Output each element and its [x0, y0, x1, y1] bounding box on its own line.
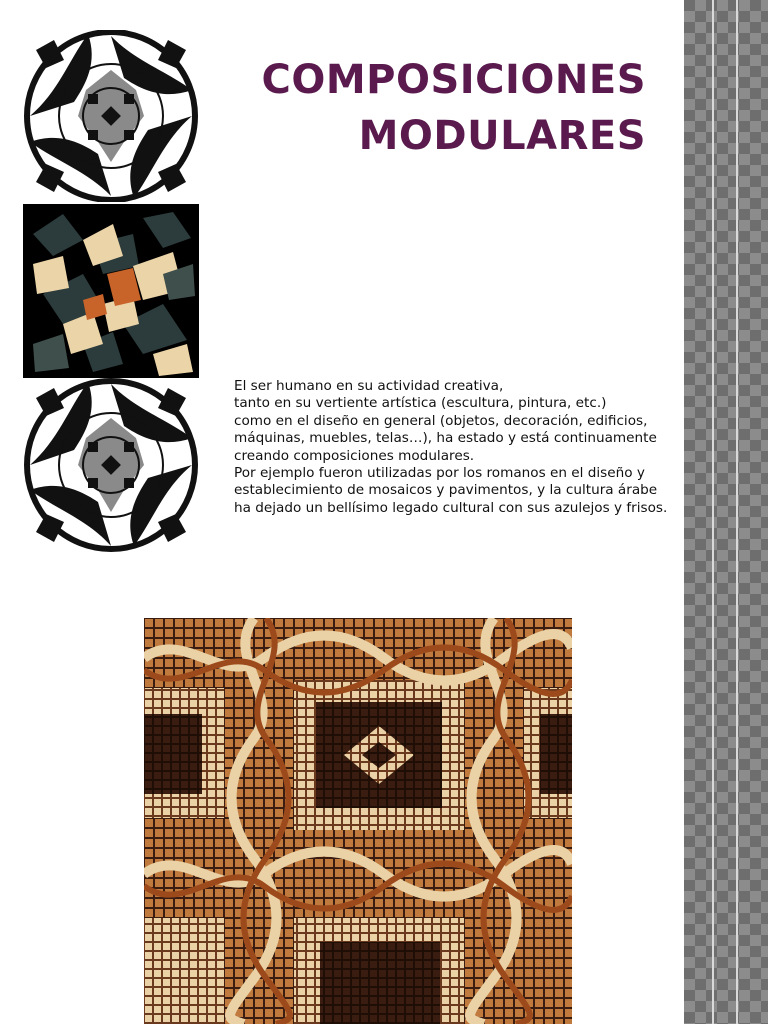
lizard-pattern-graphic	[24, 378, 198, 552]
title-line-2: MODULARES	[358, 113, 646, 159]
body-line: como en el diseño en general (objetos, decoración, edificios,	[234, 412, 648, 429]
side-band-divider	[736, 0, 738, 1024]
escher-birds-tessellation-image	[23, 204, 199, 378]
body-line: ha dejado un bellísimo legado cultural con sus azulejos y frisos.	[234, 499, 668, 516]
body-paragraph	[234, 378, 674, 517]
slide-title	[226, 52, 646, 164]
escher-lizard-tessellation-image-top	[24, 30, 198, 202]
escher-lizard-tessellation-image-bottom	[24, 378, 198, 552]
decorative-side-band	[684, 0, 768, 1024]
body-line: El ser humano en su actividad creativa,	[234, 378, 504, 394]
body-line: creando composiciones modulares.	[234, 447, 475, 464]
body-line: Por ejemplo fueron utilizadas por los romanos en el diseño y	[234, 465, 645, 482]
title-line-1: COMPOSICIONES	[261, 57, 646, 103]
body-line: máquinas, muebles, telas…), ha estado y está continuamente	[234, 430, 657, 447]
roman-mosaic-image	[144, 618, 572, 1024]
birds-pattern-graphic	[23, 204, 199, 378]
body-line: establecimiento de mosaicos y pavimentos, y la cultura árabe	[234, 482, 658, 499]
body-line: tanto en su vertiente artística (escultura, pintura, etc.)	[234, 395, 607, 412]
mosaic-pattern-graphic	[144, 618, 572, 1024]
lizard-pattern-graphic	[24, 30, 198, 202]
side-band-divider	[712, 0, 714, 1024]
